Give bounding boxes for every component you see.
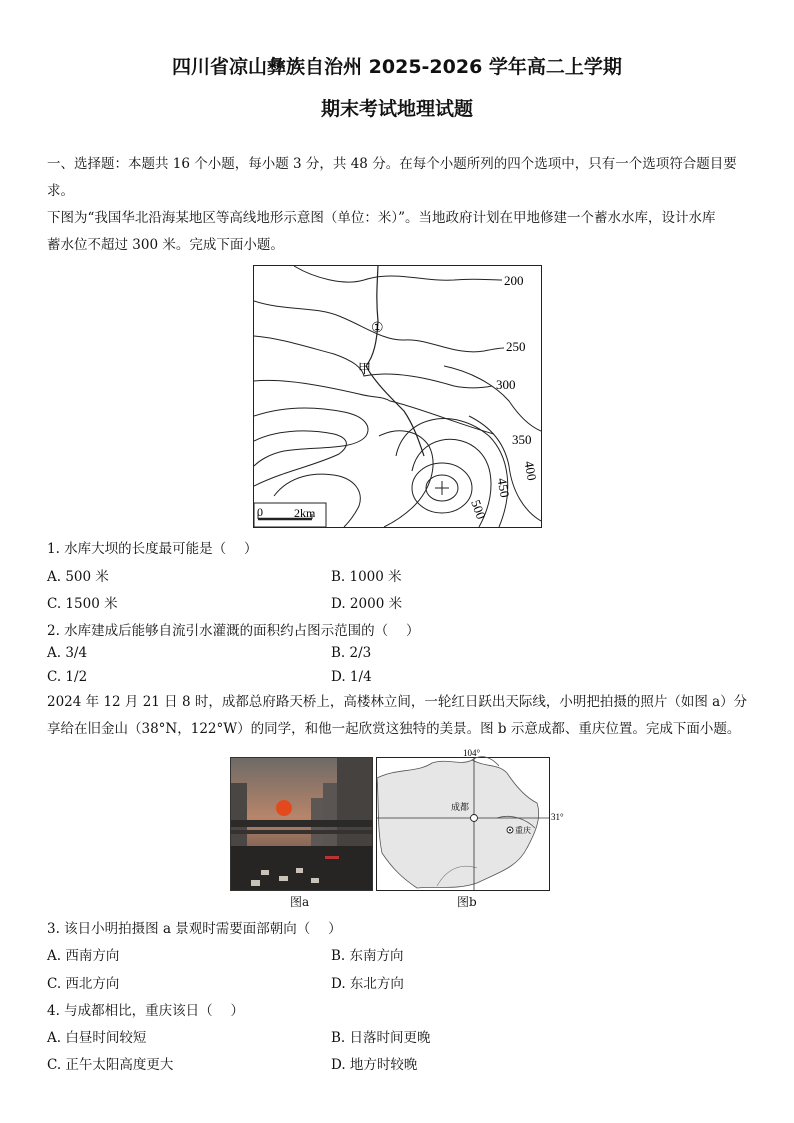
q2-option-b[interactable]: B. 2/3	[331, 645, 372, 661]
contour-label-500: 500	[468, 497, 489, 522]
passage-line: 享给在旧金山（38°N，122°W）的同学，和他一起欣赏这独特的美景。图 b 示意成都、重庆位置。完成下面小题。	[47, 721, 741, 737]
intro-line: 一、选择题：本题共 16 个小题，每小题 3 分，共 48 分。在每个小题所列的四个选项中，只有一个选项符合题目要	[47, 156, 737, 172]
city-chengdu: 成都	[451, 802, 470, 812]
figure-b-caption: 图b	[457, 895, 477, 909]
q4-option-a[interactable]: A. 白昼时间较短	[47, 1030, 147, 1046]
scale-zero: 0	[257, 505, 263, 519]
scale-label: 2km	[294, 506, 316, 520]
contour-label-450: 450	[494, 476, 513, 499]
q1-option-d[interactable]: D. 2000 米	[331, 596, 403, 612]
question-1-stem: 1. 水库大坝的长度最可能是（ ）	[47, 541, 258, 557]
figure-a-caption: 图a	[290, 895, 310, 909]
page-title: 四川省凉山彝族自治州 2025-2026 学年高二上学期	[172, 56, 622, 78]
contour-label-350: 350	[512, 432, 532, 447]
q2-option-c[interactable]: C. 1/2	[47, 669, 88, 685]
contour-label-200: 200	[504, 273, 524, 288]
q2-option-a[interactable]: A. 3/4	[47, 645, 88, 661]
passage-line: 2024 年 12 月 21 日 8 时，成都总府路天桥上，高楼林立间，一轮红日跃出天际线，小明把拍摄的照片（如图 a）分	[47, 694, 748, 710]
marker-1: ①	[371, 321, 384, 336]
section-instructions	[47, 151, 757, 259]
city-chongqing: 重庆	[515, 826, 531, 835]
q4-option-b[interactable]: B. 日落时间更晚	[331, 1030, 431, 1046]
intro-line: 求。	[47, 183, 74, 199]
q1-option-a[interactable]: A. 500 米	[47, 569, 109, 585]
photo-figure-a	[230, 757, 373, 891]
longitude-label: 104°	[463, 748, 481, 758]
q3-option-b[interactable]: B. 东南方向	[331, 948, 404, 964]
intro-line: 下图为“我国华北沿海某地区等高线地形示意图（单位：米）”。当地政府计划在甲地修建一个蓄水水库，设计水库	[47, 210, 716, 226]
intro-line: 蓄水位不超过 300 米。完成下面小题。	[47, 237, 284, 253]
page-subtitle: 期末考试地理试题	[320, 98, 473, 120]
contour-map-svg	[254, 266, 541, 527]
contour-map	[253, 265, 542, 528]
q4-option-d[interactable]: D. 地方时较晚	[331, 1057, 418, 1073]
contour-label-250: 250	[506, 339, 526, 354]
q2-option-d[interactable]: D. 1/4	[331, 669, 372, 685]
passage-2	[47, 689, 767, 743]
contour-label-400: 400	[521, 459, 540, 482]
map-figure-b	[376, 748, 564, 891]
sichuan-map	[377, 748, 564, 890]
question-2-stem: 2. 水库建成后能够自流引水灌溉的面积约占图示范围的（ ）	[47, 623, 420, 639]
q3-option-d[interactable]: D. 东北方向	[331, 976, 404, 992]
question-4-stem: 4. 与成都相比，重庆该日（ ）	[47, 1003, 244, 1019]
q1-option-b[interactable]: B. 1000 米	[331, 569, 402, 585]
q4-option-c[interactable]: C. 正午太阳高度更大	[47, 1057, 174, 1073]
question-3-stem: 3. 该日小明拍摄图 a 景观时需要面部朝向（ ）	[47, 921, 342, 937]
q1-option-c[interactable]: C. 1500 米	[47, 596, 118, 612]
sunrise-photo	[231, 758, 372, 890]
latitude-label: 31°	[551, 812, 564, 822]
q3-option-c[interactable]: C. 西北方向	[47, 976, 120, 992]
contour-label-300: 300	[496, 377, 516, 392]
site-jia-label: 甲	[358, 361, 372, 376]
q3-option-a[interactable]: A. 西南方向	[47, 948, 120, 964]
